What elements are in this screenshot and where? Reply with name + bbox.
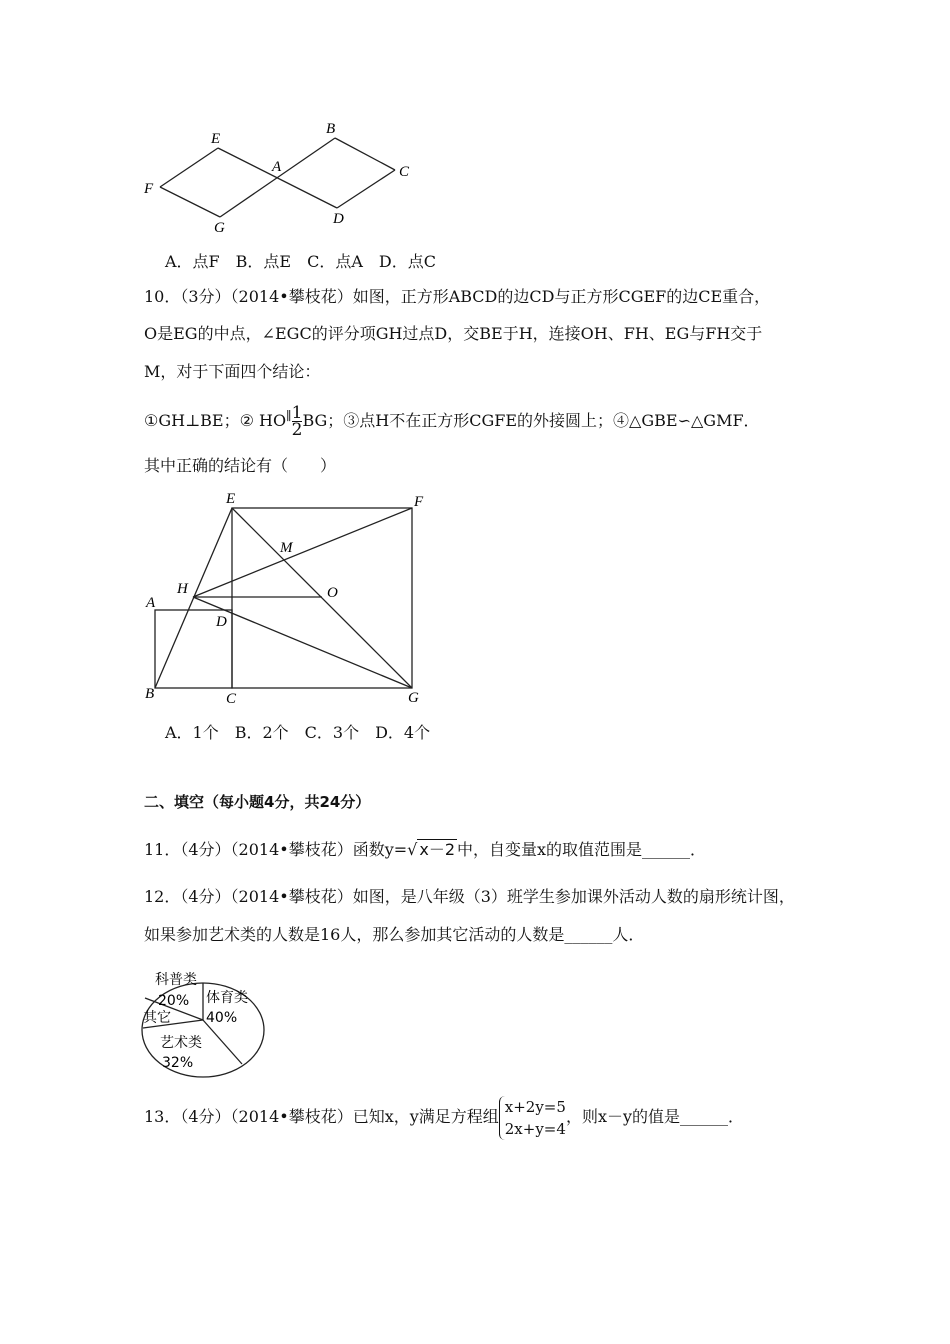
pie-pct-art: 32% (162, 1055, 194, 1071)
pie-label-other: 其它 (143, 1010, 171, 1026)
label-d: D (333, 211, 344, 227)
q13-post: ，则x－y的值是______． (565, 1107, 745, 1126)
q13-text (144, 1094, 744, 1140)
label-f2: F (414, 494, 424, 510)
label-h: H (177, 581, 188, 597)
label-e2: E (226, 491, 236, 507)
q10-conclusions (144, 405, 760, 438)
label-a2: A (146, 595, 156, 611)
label-o: O (327, 585, 338, 601)
section-heading: 二、填空（每小题4分，共24分） (144, 793, 371, 811)
q10-options: A．1个 B．2个 C．3个 D．4个 (165, 723, 431, 742)
label-f: F (144, 181, 154, 197)
q12-text-2: 如果参加艺术类的人数是16人，那么参加其它活动的人数是______人． (144, 925, 645, 944)
pie-label-art: 艺术类 (160, 1035, 202, 1051)
pie-pct-sports: 40% (206, 1010, 238, 1026)
q10-text-1: 10．（3分）（2014•攀枝花）如图，正方形ABCD的边CD与正方形CGEF的边CE重合， (144, 287, 771, 306)
q12-text-1: 12．（4分）（2014•攀枝花）如图，是八年级（3）班学生参加课外活动人数的扇形统计图， (144, 887, 795, 906)
q9-options: A．点F B．点E C．点A D．点C (165, 252, 436, 271)
q10-prompt: 其中正确的结论有（ ） (144, 456, 337, 475)
conclusion-rest: BG；③点H不在正方形CGFE的外接圆上；④△GBE∽△GMF． (302, 411, 760, 430)
q13-pre: 13．（4分）（2014•攀枝花）已知x，y满足方程组 (144, 1107, 499, 1126)
squares-figure (155, 508, 412, 688)
q11-post: 中，自变量x的取值范围是______． (457, 840, 707, 859)
rhombus-figure (160, 138, 395, 217)
label-a: A (272, 159, 282, 175)
q11-pre: 11．（4分）（2014•攀枝花）函数y= (144, 840, 408, 859)
denominator: 2 (291, 420, 303, 440)
q10-text-2: O是EG的中点，∠EGC的评分项GH过点D，交BE于H，连接OH、FH、EG与FH交于 (144, 324, 763, 343)
pie-label-sports: 体育类 (206, 990, 248, 1006)
equation-2: 2x+y=4 (504, 1119, 566, 1138)
label-e: E (211, 131, 221, 147)
label-g2: G (408, 690, 419, 706)
fraction-half (292, 405, 303, 438)
equation-1: x+2y=5 (504, 1097, 566, 1116)
q11-text: 11．（4分）（2014•攀枝花）函数y=√ x－2 中，自变量x的取值范围是______． (144, 840, 707, 859)
label-m: M (280, 540, 293, 556)
label-g: G (214, 220, 225, 236)
label-b2: B (145, 686, 155, 702)
pie-pct-science: 20% (158, 993, 190, 1009)
label-b: B (326, 121, 336, 137)
label-c2: C (226, 691, 237, 707)
q10-text-3: M，对于下面四个结论： (144, 362, 321, 381)
pie-label-science: 科普类 (155, 972, 197, 988)
pie-chart (142, 971, 264, 1077)
q11-radicand: x－2 (419, 840, 456, 859)
equation-system (499, 1096, 566, 1140)
numerator: 1 (291, 403, 303, 423)
label-d2: D (216, 614, 227, 630)
parallel-symbol: ∥ (286, 409, 292, 423)
label-c: C (399, 164, 410, 180)
conclusion-1: ①GH⊥BE；② HO (144, 411, 287, 430)
